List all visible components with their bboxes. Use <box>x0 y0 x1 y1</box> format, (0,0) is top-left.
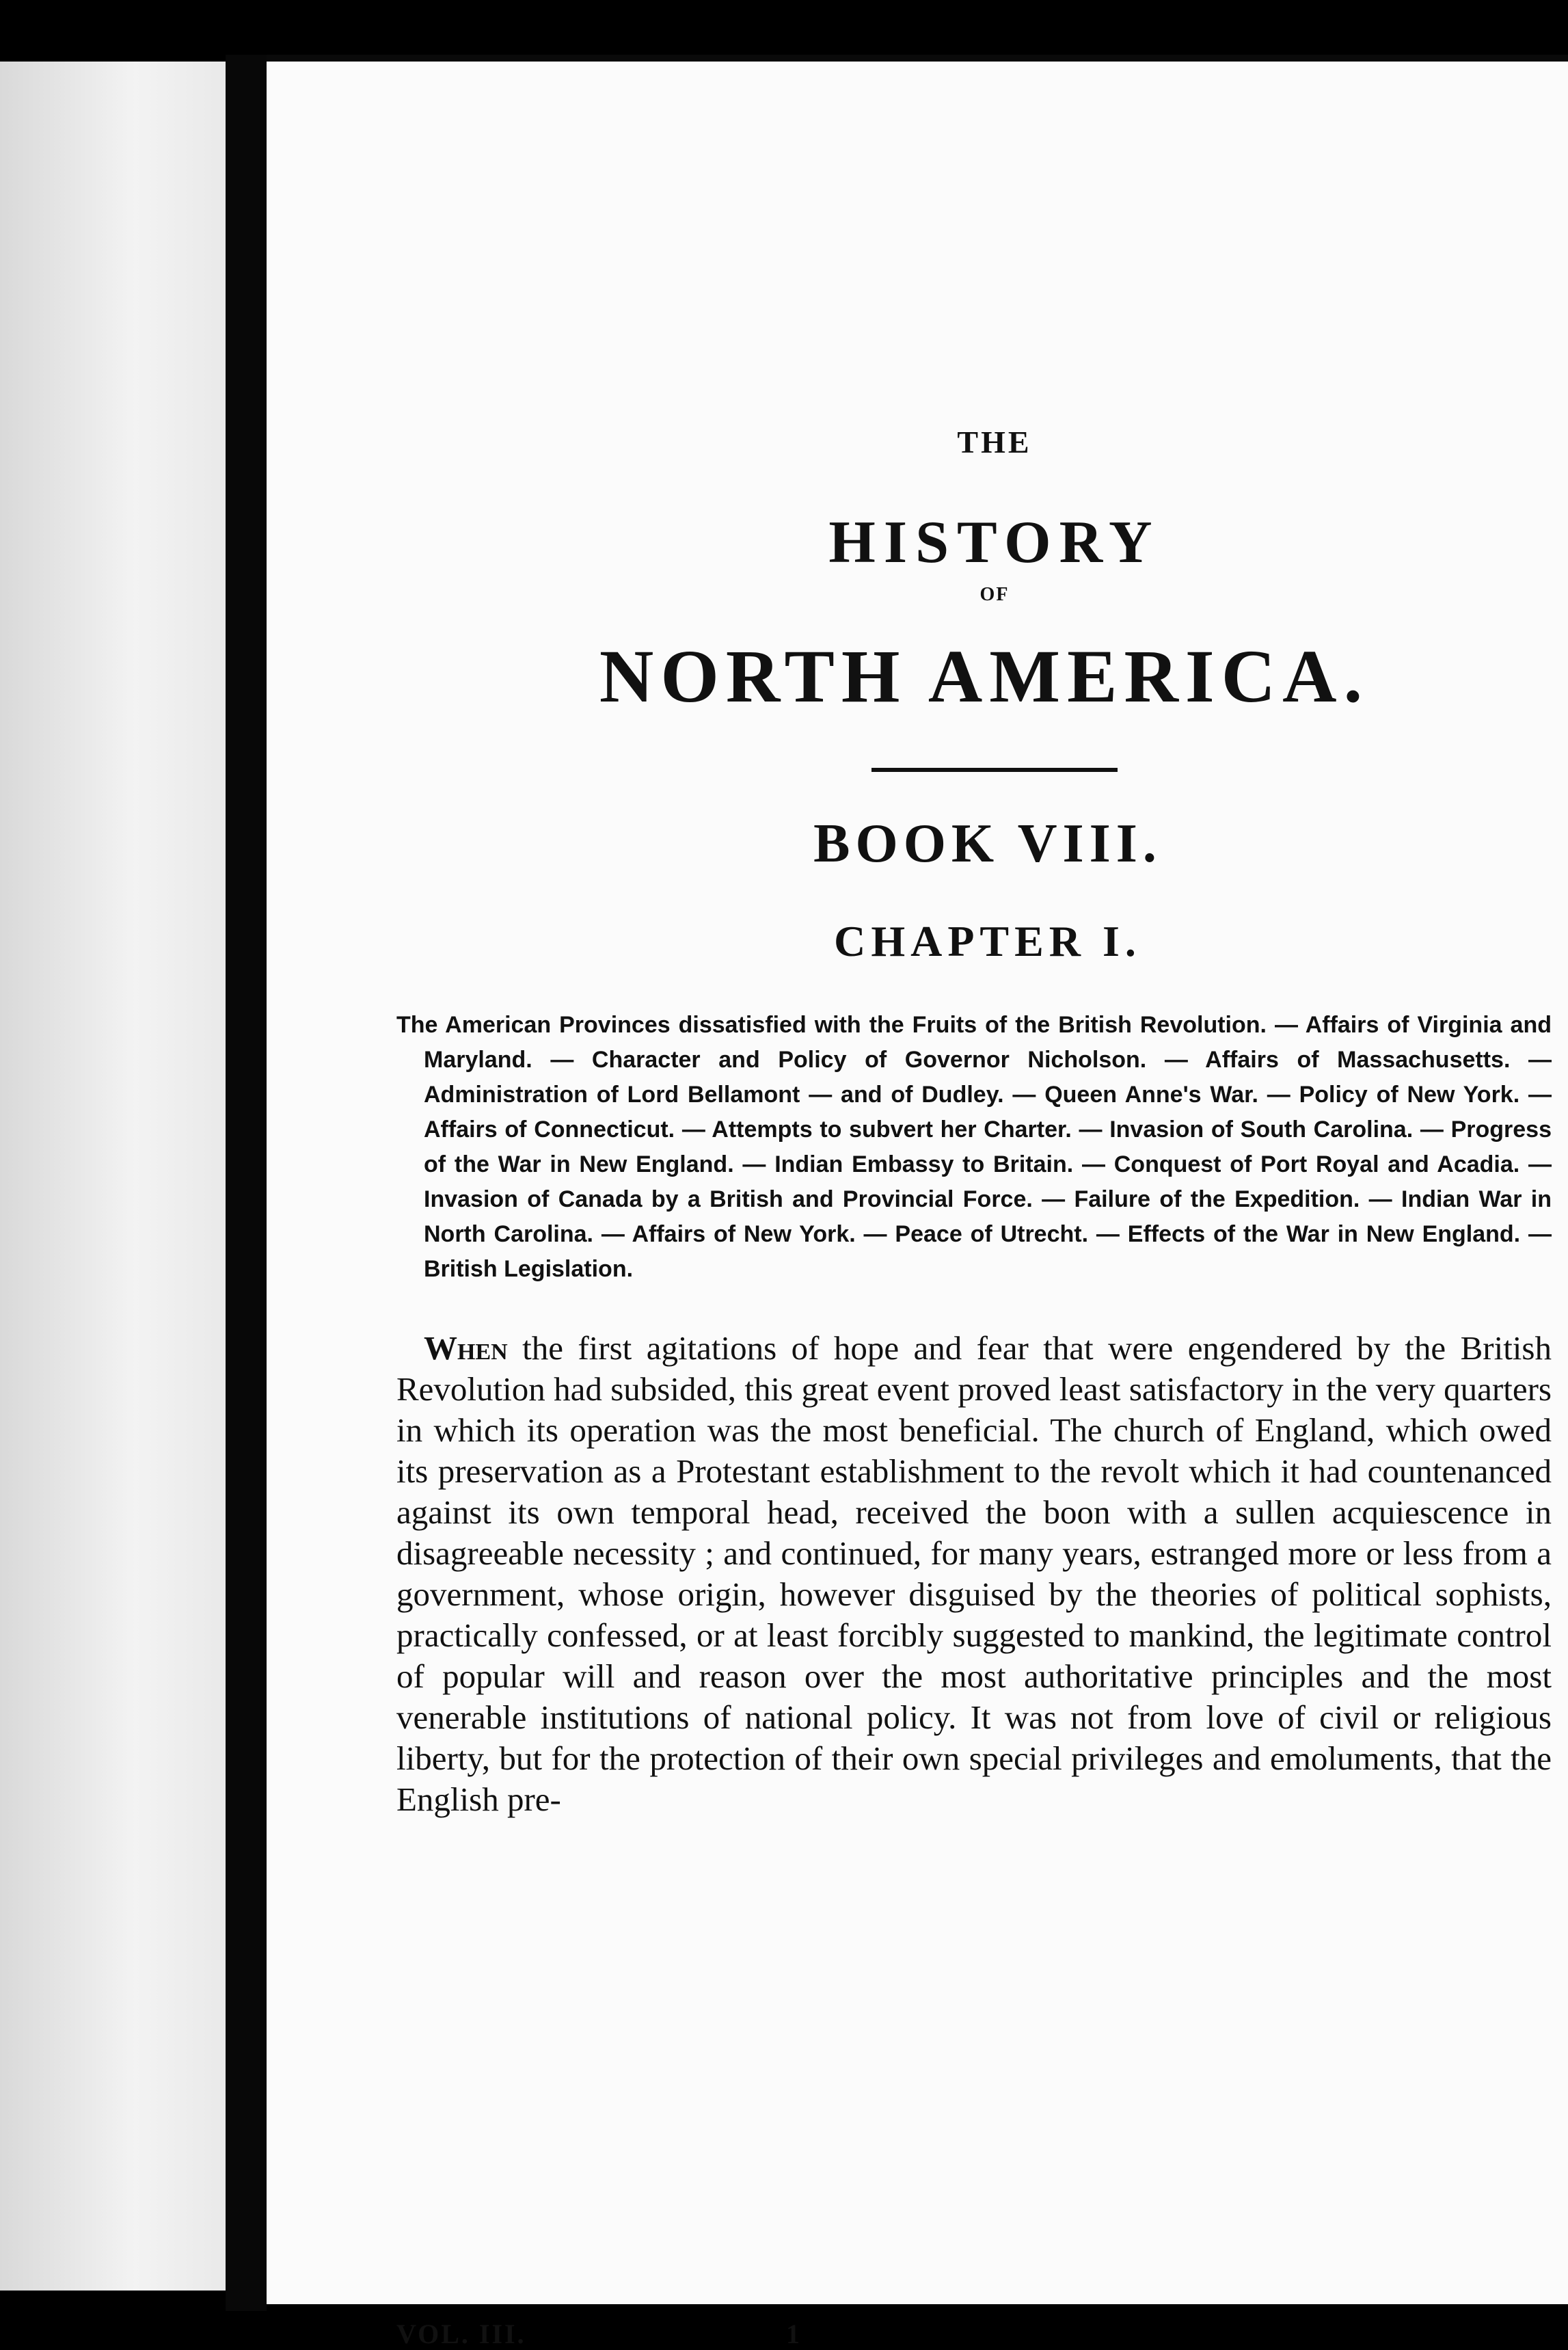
title-the: THE <box>957 425 1032 459</box>
chapter-heading: CHAPTER I. <box>834 917 1141 965</box>
body-text: the first agitations of hope and fear that were engendered by the British Revolution had subsided, this great event proved least satisfactory in the very quarters in which its operation was the most beneficial. The church of England, which owed its preservation as a Protestant establishment to the revolt which it had countenanced against its own temporal head, received the boon with a sullen acquiescence in disagreeable necessity ; and continued, for many years, estranged more or less from a government, whose origin, however disguised by the theories of political sophists, practically confessed, or at least forcibly suggested to mankind, the legitimate control of popular will and reason over the most authoritative principles and the most venerable institutions of national policy. It was not from love of civil or religious liberty, but for the protection of their own special privileges and emoluments, that the English pre- <box>396 1329 1552 1818</box>
volume-label: VOL. III. <box>396 2319 526 2349</box>
facing-page-edge <box>0 62 226 2291</box>
title-rule <box>871 768 1118 772</box>
title-north-america: NORTH AMERICA. <box>599 635 1370 718</box>
body-first-word: When <box>424 1329 508 1367</box>
page-content <box>396 424 1552 1820</box>
title-of: OF <box>979 584 1010 605</box>
binding-gutter <box>226 55 267 2311</box>
book-page <box>267 55 1568 2349</box>
body-paragraph <box>396 1328 1552 1820</box>
title-history: HISTORY <box>828 509 1161 576</box>
page-number: 1 <box>786 2319 800 2349</box>
book-heading: BOOK VIII. <box>813 814 1162 874</box>
chapter-summary: The American Provinces dissatisfied with the Fruits of the British Revolution. — Affairs of Virginia and Maryland. — Character and Policy of Governor Nicholson. — Affairs of Massachusetts. — Administration of Lord Bellamont — and of Dudley. — Queen Anne's War. — Policy of New York. — Affairs of Connecticut. — Attempts to subvert her Charter. — Invasion of South Carolina. — Progress of the War in New England. — Indian Embassy to Britain. — Conquest of Port Royal and Acadia. — Invasion of Canada by a British and Provincial Force. — Failure of the Expedition. — Indian War in North Carolina. — Affairs of New York. — Peace of Utrecht. — Effects of the War in New England. — British Legislation. <box>396 1012 1552 1282</box>
